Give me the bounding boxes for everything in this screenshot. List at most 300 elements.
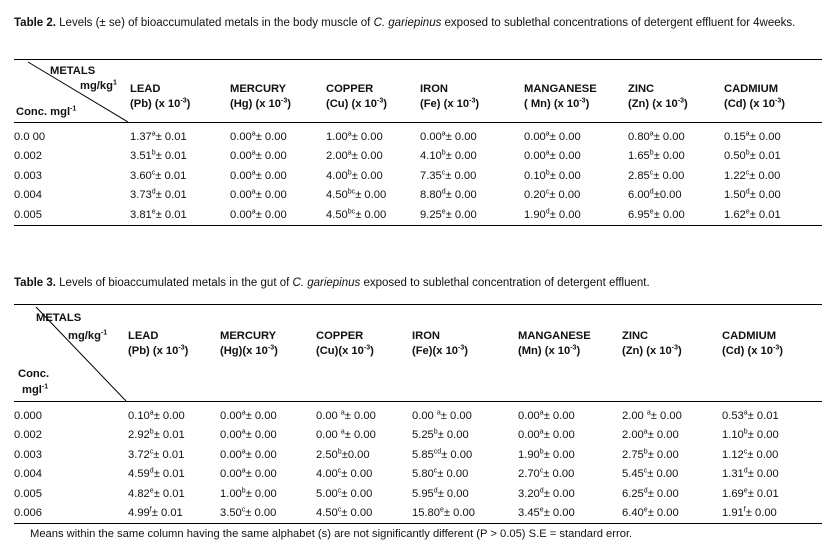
table3-caption-text-a: Levels of bioaccumulated metals in the gut of [55,277,293,289]
t3-cell-error: ± 0.00 [747,429,779,442]
t3-cell-error: ± 0.00 [443,507,475,520]
t2-cell-superscript: a [251,130,256,138]
t2-cell-superscript: b [649,149,654,157]
t2-cell-error: ± 0.00 [653,208,685,221]
t2-cell-superscript: e [649,208,654,216]
table3-header-iron [412,305,518,402]
table3-header-lead [128,305,220,402]
t2-cell-superscript: b [151,149,156,157]
t2-cell-value: 0.80 [628,130,650,143]
t2-row-conc: 0.003 [14,169,42,182]
t3-cell-superscript: a [539,428,544,436]
t2-cell [420,123,524,147]
t2-cell-superscript: bc [347,208,356,216]
t3-header-sub-close: ) [274,345,278,357]
t2-header-sub-exp: -3 [280,97,288,105]
t2-cell-error: ± 0.00 [653,130,685,143]
t3-cell-error: ± 0.00 [543,507,575,520]
t2-cell-value: 0.20 [524,189,546,202]
t3-cell-error: ± 0.01 [747,409,779,422]
t3-header-sub [722,344,822,359]
t3-header-sub-close: ) [370,345,374,357]
t3-cell [316,445,412,465]
t3-row-conc: 0.003 [14,448,42,461]
t3-header-sub [128,344,220,359]
t3-cell-value: 1.91 [722,507,744,520]
t3-header-name: COPPER [316,330,364,342]
t3-cell [316,465,412,485]
t2-header-sub-text: (Cd) (x 10 [724,98,775,110]
t2-cell-error: ± 0.00 [653,169,685,182]
t2-header-sub-exp: -3 [579,97,586,105]
t2-cell-value: 1.62 [724,208,746,221]
t2-cell-superscript: c [545,188,550,196]
t3-cell-value: 6.25 [622,487,644,500]
t2-header-sub-text: ( Mn) (x 10 [524,98,580,110]
t3-cell-error: ± 0.01 [747,487,779,500]
t3-cell-superscript: c [433,467,438,475]
table3-corner-unit-text: mg/kg [68,330,101,342]
t2-cell [130,166,230,186]
t3-cell-value: 3.20 [518,487,540,500]
t2-header-name: MANGANESE [524,83,597,95]
t2-cell-value: 1.50 [724,189,746,202]
t2-cell [628,205,724,225]
table3-caption-species: C. gariepinus [292,277,361,289]
t3-cell [220,465,316,485]
t2-header-sub [420,97,524,112]
t2-header-name: COPPER [326,83,374,95]
t2-row-conc: 0.0 00 [14,130,46,143]
t3-cell-superscript: d [743,467,748,475]
t3-cell [518,465,622,485]
t3-cell-value: 2.75 [622,448,644,461]
t2-cell [524,166,628,186]
t3-header-sub-close: ) [779,345,783,357]
t2-header-name: LEAD [130,83,161,95]
t3-row-conc: 0.004 [14,468,42,481]
t2-cell-superscript: c [745,169,750,177]
t3-row-conc: 0.005 [14,487,42,500]
t2-cell-value: 4.50 [326,208,348,221]
t2-cell-value: 0.00 [230,130,252,143]
t2-cell-superscript: a [347,149,352,157]
table3 [14,304,822,524]
t3-cell [128,504,220,524]
t2-cell [724,186,822,206]
table2 [14,59,822,226]
t3-cell-value: 0.00 [220,448,242,461]
t3-row [14,465,822,485]
t2-cell-superscript: e [441,208,446,216]
t3-cell [128,465,220,485]
t2-cell-error: ± 0.00 [549,189,581,202]
t3-cell-value: 0.00 [316,429,341,442]
t3-cell-superscript: e [440,506,444,514]
t2-header-sub-exp: -3 [180,97,187,105]
t3-cell-superscript: c [241,506,246,514]
t3-cell-superscript: e [149,487,154,495]
t2-row [14,205,822,225]
t3-cell-error: ± 0.00 [341,487,373,500]
t3-cell [412,445,518,465]
t3-cell-value: 3.50 [220,507,242,520]
t2-cell-value: 0.00 [230,208,252,221]
t2-cell [524,205,628,225]
t2-cell-superscript: d [649,188,654,196]
t3-cell-error: ± 0.00 [543,409,575,422]
t2-cell-value: 8.80 [420,189,442,202]
t2-header-sub-close: ) [383,98,387,110]
t3-cell-error: ± 0.00 [543,487,575,500]
t3-cell-superscript: d [643,487,648,495]
t3-cell-superscript: d [539,487,544,495]
t3-header-name: ZINC [622,330,649,342]
t3-cell [412,465,518,485]
t3-header-sub [518,344,622,359]
t3-cell-value: 5.85 [412,448,434,461]
t3-cell-superscript: e [643,506,648,514]
t2-cell-error: ± 0.00 [749,130,781,143]
t2-cell-value: 1.37 [130,130,152,143]
table3-header-mercury [220,305,316,402]
t3-cell-error: ± 0.01 [153,468,185,481]
t2-cell-value: 0.00 [230,150,252,163]
t3-cell-error: ± 0.01 [153,487,185,500]
t3-cell [622,504,722,524]
t2-cell [230,186,326,206]
t3-header-sub-exp: -3 [570,344,577,352]
footnote: Means within the same column having the same alphabet (s) are not significantly different (P > 0.05) S.E = standard error. [30,528,633,540]
t3-row [14,402,822,426]
t2-cell-error: ± 0.00 [255,130,287,143]
t2-cell [628,186,724,206]
t2-cell-error: ± 0.00 [445,150,477,163]
t3-cell [722,484,822,504]
t3-cell-value: 2.00 [622,429,644,442]
t2-cell-superscript: d [745,188,750,196]
t3-cell-value: 5.80 [412,468,434,481]
t2-cell-value: 0.50 [724,150,746,163]
t3-cell-superscript: a [241,448,246,456]
t3-cell-superscript: a [340,409,345,417]
t3-cell-error: ± 0.00 [647,487,679,500]
t2-header-sub-exp: -3 [376,97,384,105]
t3-cell-value: 0.00 [220,429,242,442]
t2-cell-superscript: a [441,130,446,138]
t3-cell [622,465,722,485]
t3-cell-superscript: a [241,409,246,417]
t2-cell-error: ± 0.01 [155,189,187,202]
table3-corner-bottom2 [22,383,48,398]
t2-cell [326,123,420,147]
table3-corner-bottom2-sup: -1 [41,383,49,391]
t2-header-sub-close: ) [683,98,688,110]
t3-cell-value: 0.00 [220,468,242,481]
t3-cell [622,402,722,426]
t3-header-name: MERCURY [220,330,277,342]
t2-header-sub [724,97,822,112]
t2-cell-value: 0.00 [420,130,442,143]
t3-cell-superscript: c [743,448,748,456]
t3-header-sub-text: (Mn) (x 10 [518,345,571,357]
table2-body [14,123,822,226]
t3-cell-value: 15.80 [412,507,440,520]
t3-cell-value: 6.40 [622,507,644,520]
t3-cell-error: ± 0.00 [245,409,277,422]
t2-header-name: IRON [420,83,448,95]
t3-cell-error: ± 0.01 [151,507,183,520]
t2-cell-error: ± 0.00 [749,169,781,182]
t3-cell-superscript: c [337,487,342,495]
table2-corner-bottom [16,105,76,120]
t3-cell-value: 4.00 [316,468,338,481]
t3-cell-superscript: d [433,487,438,495]
t2-cell [724,166,822,186]
t3-cell-superscript: a [743,409,748,417]
t2-cell-superscript: d [545,208,550,216]
t3-header-sub-close: ) [576,345,581,357]
t2-header-sub-text: (Hg) (x 10 [230,98,281,110]
t3-cell-value: 4.50 [316,507,338,520]
t2-header-sub-text: (Cu) (x 10 [326,98,377,110]
t3-cell [220,402,316,426]
t2-cell-superscript: a [251,149,256,157]
t2-cell-value: 0.00 [524,130,546,143]
t2-cell-error: ± 0.00 [355,208,387,221]
t3-cell [722,426,822,446]
t2-cell [230,205,326,225]
t3-cell [722,402,822,426]
t3-cell [316,484,412,504]
t3-cell-error: ± 0.00 [441,448,473,461]
t3-cell-superscript: a [241,467,246,475]
t2-cell-superscript: c [441,169,446,177]
t2-cell [420,186,524,206]
t3-cell-error: ± 0.00 [647,468,679,481]
t3-cell-error: ± 0.00 [245,468,277,481]
table3-corner-unit [68,329,107,344]
t3-header-name: CADMIUM [722,330,777,342]
t3-header-sub-text: (Cd) (x 10 [722,345,773,357]
t2-cell-value: 1.90 [524,208,546,221]
t3-cell-error: ± 0.00 [647,507,679,520]
t2-cell-error: ± 0.00 [445,130,477,143]
table3-caption [14,276,824,290]
t2-cell-superscript: a [649,130,654,138]
t3-cell-error: ± 0.00 [341,507,373,520]
t2-cell-error: ± 0.00 [749,189,781,202]
t2-cell-superscript: b [347,169,352,177]
t3-cell-superscript: c [539,467,544,475]
t2-header-sub-exp: -3 [774,97,782,105]
t2-cell-superscript: b [441,149,446,157]
t3-cell-error: ±0.00 [341,448,370,461]
t3-header-sub-exp: -3 [671,344,678,352]
t3-cell-value: 1.90 [518,448,540,461]
t2-cell-value: 4.00 [326,169,348,182]
t2-cell-value: 0.10 [524,169,546,182]
t3-cell-error: ± 0.00 [745,507,777,520]
t3-cell [518,445,622,465]
t2-row [14,147,822,167]
t2-cell-value: 3.60 [130,169,152,182]
t2-cell-error: ± 0.00 [445,169,477,182]
t2-cell-value: 4.10 [420,150,442,163]
t3-cell-superscript: f [743,506,746,514]
t3-cell [128,445,220,465]
t2-cell-error: ± 0.00 [653,150,685,163]
t3-cell-value: 4.99 [128,507,150,520]
t2-cell-value: 3.73 [130,189,152,202]
t3-cell-error: ± 0.00 [650,409,682,422]
t3-cell-error: ± 0.00 [153,409,185,422]
t3-cell-value: 5.45 [622,468,644,481]
t3-cell-value: 0.00 [220,409,242,422]
t3-header-sub [220,344,316,359]
t2-cell [420,147,524,167]
t2-header-sub-close: ) [781,98,785,110]
t3-cell-value: 0.10 [128,409,150,422]
table2-caption-label: Table 2. [14,17,56,29]
t3-cell-error: ± 0.01 [153,429,185,442]
t2-header-sub-close: ) [186,98,191,110]
t3-cell-value: 2.70 [518,468,540,481]
t3-cell [622,426,722,446]
t2-cell-superscript: b [545,169,550,177]
t3-cell-superscript: a [436,409,441,417]
t3-header-sub-text: (Fe)(x 10 [412,345,459,357]
t2-header-sub-close: ) [287,98,291,110]
t2-header-sub [326,97,420,112]
t2-cell [420,205,524,225]
t2-cell [524,147,628,167]
t2-cell-value: 6.95 [628,208,650,221]
t2-cell [230,166,326,186]
t3-cell-error: ± 0.00 [747,468,779,481]
table2-caption-text-a: Levels (± se) of bioaccumulated metals in the body muscle of [55,17,374,29]
t3-cell-value: 0.00 [518,409,540,422]
table2-header-copper [326,60,420,123]
t3-cell [316,504,412,524]
t2-cell [326,205,420,225]
t2-row-conc: 0.002 [14,150,42,163]
t3-cell [622,484,722,504]
t2-cell [130,123,230,147]
t3-cell-superscript: b [743,428,748,436]
t3-cell-error: ± 0.00 [543,429,575,442]
t2-cell-superscript: e [151,208,156,216]
t2-header-sub-exp: -3 [469,97,476,105]
t2-cell-error: ±0.00 [653,189,682,202]
t3-header-sub-text: (Hg)(x 10 [220,345,268,357]
t3-cell-value: 2.50 [316,448,338,461]
t3-cell-superscript: c [337,506,342,514]
t2-header-sub-close: ) [585,98,590,110]
table3-corner-bottom: Conc. [18,368,50,380]
t3-header-sub [316,344,412,359]
t2-cell-superscript: a [545,130,550,138]
t3-cell [412,484,518,504]
t3-cell-superscript: d [149,467,154,475]
t3-header-name: LEAD [128,330,159,342]
table3-header-manganese [518,305,622,402]
table2-corner-cell [14,60,130,123]
table2-header-row [14,60,822,123]
t2-cell [628,123,724,147]
t3-cell-value: 4.82 [128,487,150,500]
t3-header-sub [622,344,722,359]
t3-cell-superscript: a [149,409,154,417]
t2-cell [130,205,230,225]
t2-cell-value: 3.51 [130,150,152,163]
t2-header-name: CADMIUM [724,83,779,95]
t2-cell-superscript: a [251,208,256,216]
t3-cell-value: 5.25 [412,429,434,442]
t2-cell-value: 4.50 [326,189,348,202]
t2-cell-error: ± 0.00 [355,189,387,202]
t3-cell-error: ± 0.00 [543,448,575,461]
t3-cell [518,484,622,504]
t2-cell-value: 1.00 [326,130,348,143]
t3-cell-superscript: e [539,506,544,514]
t3-cell-error: ± 0.00 [543,468,575,481]
table3-header-cadmium [722,305,822,402]
t3-header-sub-exp: -3 [772,344,780,352]
t2-cell-error: ± 0.00 [255,150,287,163]
t2-cell [326,186,420,206]
t3-cell-superscript: b [149,428,154,436]
t3-cell-value: 0.00 [316,409,341,422]
t3-row [14,484,822,504]
t3-cell-superscript: b [539,448,544,456]
t2-cell-error: ± 0.00 [255,208,287,221]
t2-cell-error: ± 0.00 [549,169,581,182]
t2-cell-superscript: a [745,130,750,138]
t2-header-sub [130,97,230,112]
table2-corner-unit-sup: 1 [112,79,117,87]
t2-cell-superscript: a [545,149,550,157]
t3-cell-superscript: b [241,487,246,495]
t2-cell-error: ± 0.01 [749,150,781,163]
t2-header-sub [628,97,724,112]
t3-header-name: IRON [412,330,440,342]
t3-header-name: MANGANESE [518,330,591,342]
t3-cell-value: 1.69 [722,487,744,500]
t2-cell-value: 3.81 [130,208,152,221]
t3-cell-superscript: b [643,448,648,456]
t3-cell-error: ± 0.01 [153,448,185,461]
t2-cell [420,166,524,186]
t3-header-sub-text: (Zn) (x 10 [622,345,672,357]
t2-cell [326,147,420,167]
t2-cell-superscript: c [649,169,654,177]
t2-cell-value: 0.00 [524,150,546,163]
t2-cell [724,147,822,167]
t3-row-conc: 0.006 [14,507,42,520]
t3-cell [622,445,722,465]
t2-cell-superscript: bc [347,188,356,196]
t3-cell-superscript: a [539,409,544,417]
table3-corner-cell [14,305,128,402]
t3-cell [412,504,518,524]
t2-cell-error: ± 0.00 [445,189,477,202]
t3-header-sub-exp: -3 [363,344,371,352]
table2-corner-top: METALS [50,65,96,77]
table2-header-lead [130,60,230,123]
table3-header-zinc [622,305,722,402]
t3-cell-error: ± 0.00 [437,487,469,500]
